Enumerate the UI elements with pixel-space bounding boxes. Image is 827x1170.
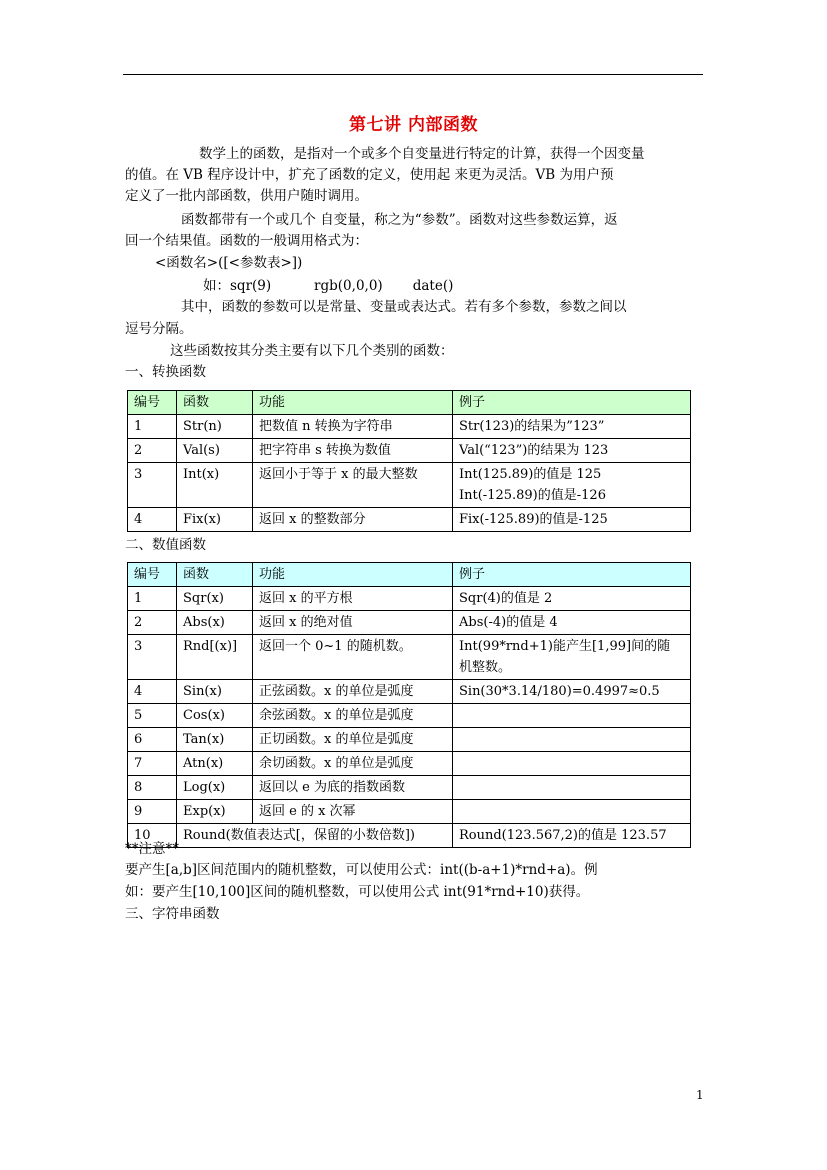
section1-heading: 一、转换函数 — [125, 364, 206, 380]
table-row — [128, 824, 691, 848]
intro-p1-line2: 的值。在 VB 程序设计中，扩充了函数的定义，使用起 来更为灵活。VB 为用户预 — [125, 167, 614, 183]
cell-example: Str(123)的结果为”123” — [453, 415, 691, 439]
cell-description: 返回小于等于 x 的最大整数 — [253, 463, 453, 508]
table-row — [128, 776, 691, 800]
note-line2: 如：要产生[10,100]区间的随机整数，可以使用公式 int(91*rnd+10)获得。 — [125, 884, 590, 900]
cell-example — [453, 704, 691, 728]
cell-example: Val(“123”)的结果为 123 — [453, 439, 691, 463]
cell-example — [453, 728, 691, 752]
cell-function: Exp(x) — [177, 800, 253, 824]
table-row — [128, 439, 691, 463]
header-cell: 编号 — [128, 391, 177, 415]
cell-no: 8 — [128, 776, 177, 800]
cell-description: 返回 x 的绝对值 — [253, 611, 453, 635]
cell-no: 3 — [128, 463, 177, 508]
table-row — [128, 415, 691, 439]
table-header-row — [128, 391, 691, 415]
header-cell: 功能 — [253, 391, 453, 415]
table-row — [128, 680, 691, 704]
header-cell: 例子 — [453, 563, 691, 587]
cell-example — [453, 463, 691, 508]
example-line: Int(125.89)的值是 125 — [459, 467, 602, 482]
cell-description: 余切函数。x 的单位是弧度 — [253, 752, 453, 776]
example-line: 机整数。 — [459, 660, 512, 675]
intro-p1-line3: 定义了一批内部函数，供用户随时调用。 — [125, 188, 368, 204]
cell-function: Sin(x) — [177, 680, 253, 704]
cell-no: 10 — [128, 824, 177, 848]
table-row — [128, 800, 691, 824]
cell-no: 3 — [128, 635, 177, 680]
cell-description: 返回 e 的 x 次幂 — [253, 800, 453, 824]
cell-function: Log(x) — [177, 776, 253, 800]
cell-function: Tan(x) — [177, 728, 253, 752]
section3-heading: 三、字符串函数 — [125, 906, 220, 922]
cell-description: 返回 x 的平方根 — [253, 587, 453, 611]
cell-description: 余弦函数。x 的单位是弧度 — [253, 704, 453, 728]
cell-example: Sin(30*3.14/180)=0.4997≈0.5 — [453, 680, 691, 704]
table-row — [128, 463, 691, 508]
numeric-functions-table — [127, 562, 691, 848]
note-label: **注意** — [125, 841, 179, 857]
section2-heading: 二、数值函数 — [125, 537, 206, 553]
table-row — [128, 508, 691, 532]
intro-p1-line1: 数学上的函数，是指对一个或多个自变量进行特定的计算，获得一个因变量 — [199, 146, 645, 162]
example-line: Int(-125.89)的值是-126 — [459, 488, 606, 503]
intro-p3-line1: 其中，函数的参数可以是常量、变量或表达式。若有多个参数，参数之间以 — [181, 299, 627, 315]
cell-example: Fix(-125.89)的值是-125 — [453, 508, 691, 532]
intro-p2-line1: 函数都带有一个或几个 自变量，称之为“参数”。函数对这些参数运算，返 — [181, 212, 618, 228]
cell-description: 把字符串 s 转换为数值 — [253, 439, 453, 463]
cell-description: 正弦函数。x 的单位是弧度 — [253, 680, 453, 704]
cell-no: 6 — [128, 728, 177, 752]
cell-function: Int(x) — [177, 463, 253, 508]
cell-no: 9 — [128, 800, 177, 824]
table-row — [128, 635, 691, 680]
cell-description: 把数值 n 转换为字符串 — [253, 415, 453, 439]
cell-example: Abs(-4)的值是 4 — [453, 611, 691, 635]
cell-function: Str(n) — [177, 415, 253, 439]
header-cell: 例子 — [453, 391, 691, 415]
example-line: Int(99*rnd+1)能产生[1,99]间的随 — [459, 639, 671, 654]
cell-no: 2 — [128, 439, 177, 463]
table-row — [128, 704, 691, 728]
page-number: 1 — [696, 1088, 704, 1102]
cell-no: 1 — [128, 587, 177, 611]
cell-no: 4 — [128, 680, 177, 704]
note-line1: 要产生[a,b]区间范围内的随机整数，可以使用公式：int((b-a+1)*rnd+a)。例 — [125, 862, 598, 878]
cell-no: 2 — [128, 611, 177, 635]
cell-example — [453, 635, 691, 680]
cell-function: Sqr(x) — [177, 587, 253, 611]
header-cell: 函数 — [177, 391, 253, 415]
header-cell: 编号 — [128, 563, 177, 587]
header-rule — [123, 74, 703, 75]
cell-no: 1 — [128, 415, 177, 439]
cell-example — [453, 776, 691, 800]
table-row — [128, 728, 691, 752]
table-row — [128, 587, 691, 611]
header-cell: 函数 — [177, 563, 253, 587]
cell-description: 正切函数。x 的单位是弧度 — [253, 728, 453, 752]
intro-p4: 这些函数按其分类主要有以下几个类别的函数： — [170, 343, 454, 359]
conversion-functions-table — [127, 390, 691, 532]
call-format: <函数名>([<参数表>]) — [155, 255, 303, 271]
call-examples: 如：sqr(9) rgb(0,0,0) date() — [203, 278, 454, 294]
cell-description: 返回 x 的整数部分 — [253, 508, 453, 532]
intro-p3-line2: 逗号分隔。 — [125, 321, 193, 337]
cell-function: Round(数值表达式[，保留的小数倍数]) — [177, 824, 453, 848]
cell-function: Val(s) — [177, 439, 253, 463]
cell-no: 7 — [128, 752, 177, 776]
page-title: 第七讲 内部函数 — [349, 115, 478, 135]
cell-example — [453, 752, 691, 776]
cell-function: Atn(x) — [177, 752, 253, 776]
cell-function: Cos(x) — [177, 704, 253, 728]
cell-function: Fix(x) — [177, 508, 253, 532]
cell-no: 5 — [128, 704, 177, 728]
table-header-row — [128, 563, 691, 587]
header-cell: 功能 — [253, 563, 453, 587]
cell-example — [453, 800, 691, 824]
table-row — [128, 752, 691, 776]
cell-description: 返回一个 0~1 的随机数。 — [253, 635, 453, 680]
cell-function: Rnd[(x)] — [177, 635, 253, 680]
cell-no: 4 — [128, 508, 177, 532]
cell-example: Round(123.567,2)的值是 123.57 — [453, 824, 691, 848]
table-row — [128, 611, 691, 635]
cell-function: Abs(x) — [177, 611, 253, 635]
cell-example: Sqr(4)的值是 2 — [453, 587, 691, 611]
intro-p2-line2: 回一个结果值。函数的一般调用格式为： — [125, 233, 368, 249]
cell-description: 返回以 e 为底的指数函数 — [253, 776, 453, 800]
